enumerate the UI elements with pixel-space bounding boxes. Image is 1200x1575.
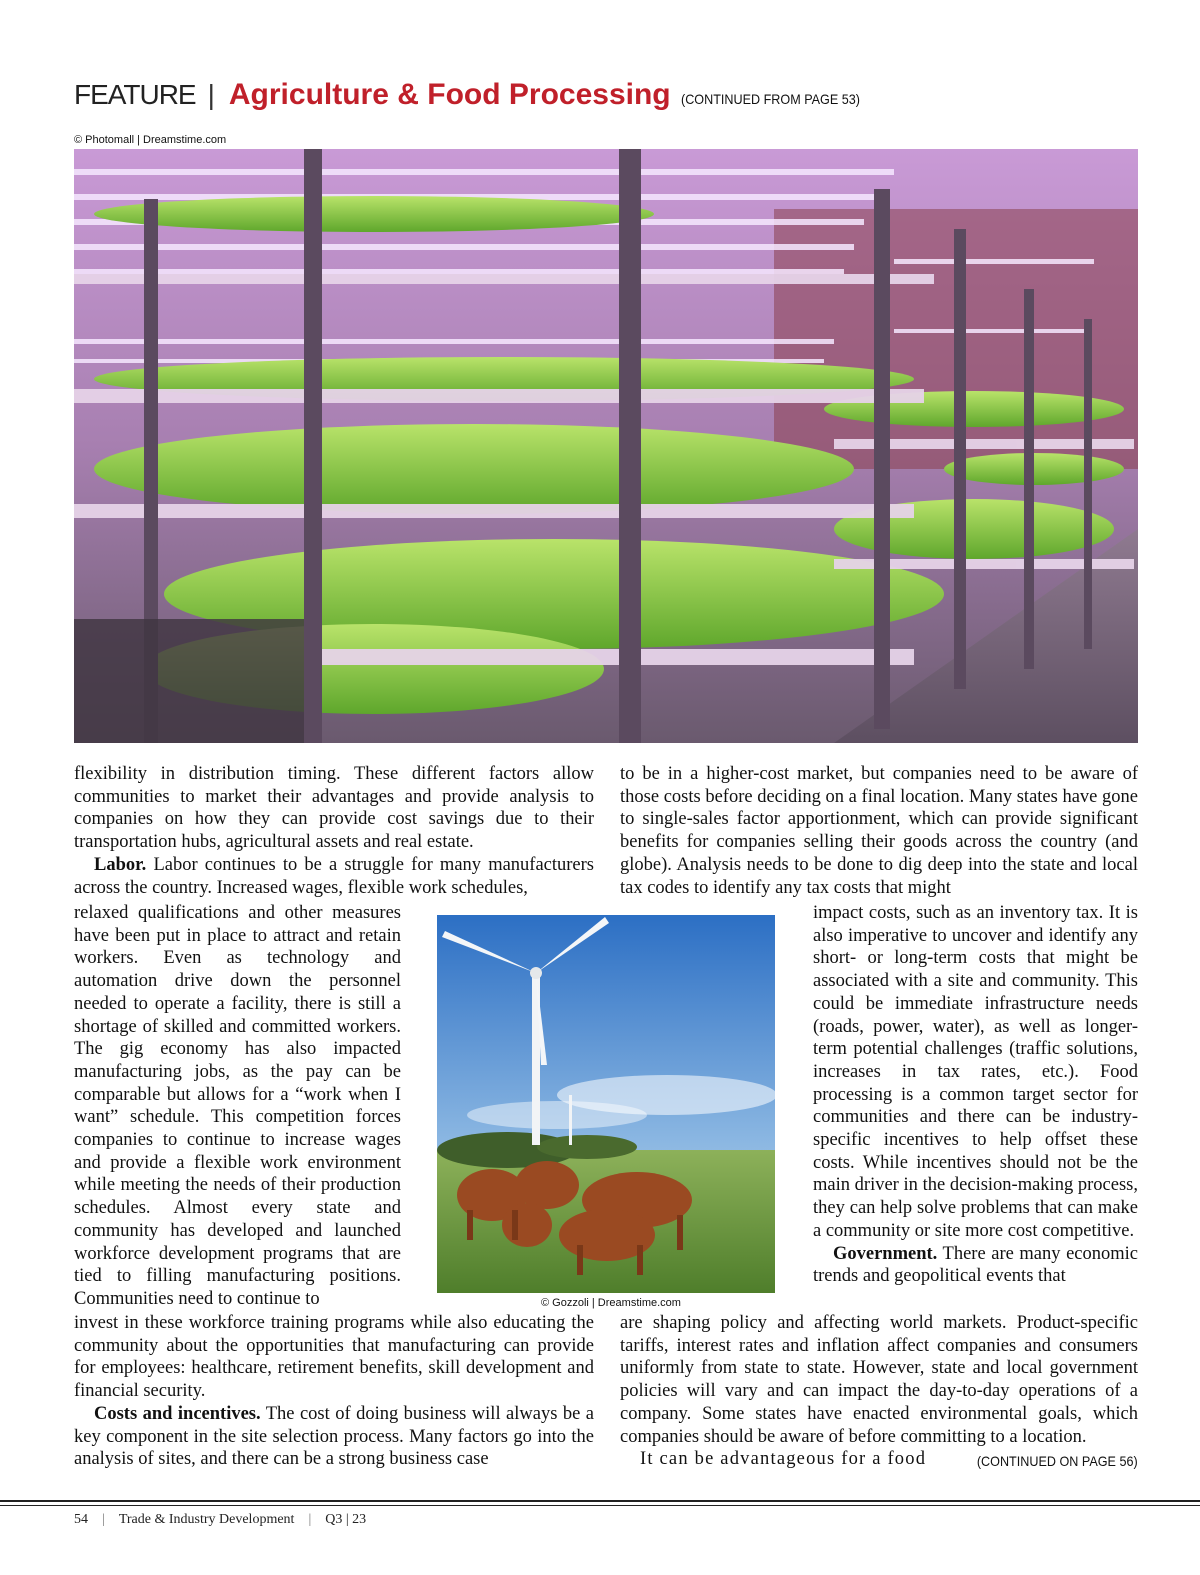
top-photo-credit: © Photomall | Dreamstime.com (74, 134, 227, 146)
right-column-bottom (620, 1312, 1138, 1473)
publication-name: Trade & Industry Development (118, 1512, 295, 1527)
footer-rule-thin (0, 1505, 1200, 1506)
section-title: Agriculture & Food Processing (228, 78, 671, 111)
right-wrap-text (813, 902, 1138, 1288)
vertical-farm-photo (74, 149, 1138, 743)
costs-text: The cost of doing business will always be a key component in the site selection process. Many factors go into the analysis of sites, and there can be a strong business case (74, 1403, 594, 1470)
issue-label: Q3 | 23 (325, 1512, 367, 1527)
continued-from-note: (CONTINUED FROM PAGE 53) (680, 91, 860, 107)
left-column-top (74, 763, 594, 899)
final-line-text: It can be advantageous for a food (640, 1449, 927, 1470)
page-number: 54 (74, 1512, 88, 1527)
paragraph-costs-continued: to be in a higher-cost market, but companies need to be aware of those costs before deciding on a final location. Many states have gone to single-sales factor apportionment, which can provide significant benefits for companies selling their goods across the country (and globe). Analysis needs to be done to dig deep into the state and local tax codes to identify any tax costs that might (620, 764, 1138, 898)
government-text-wrap: There are many economic trends and geopolitical events that (813, 1243, 1138, 1287)
government-heading: Government. (833, 1243, 938, 1264)
footer-divider: | (102, 1512, 105, 1527)
left-column-bottom (74, 1312, 594, 1471)
labor-wrap-text: relaxed qualifications and other measures have been put in place to attract and retain workers. Even as technology and automation drive down the personnel needed to operate a facility, there is still a shortage of skilled and committed workers. The gig economy has also impacted manufacturing jobs, as the pay can be comparable but allows for a “work when I want” schedule. This competition forces companies to continue to increase wages and provide a flexible work environment while meeting the needs of their production schedules. Almost every state and community has developed and launched workforce development programs that are tied to filling manufacturing positions. Communities need to continue to (74, 903, 401, 1309)
labor-text-top: Labor continues to be a struggle for many manufacturers across the country. Increased wages, flexible work schedules, (74, 854, 594, 898)
page-footer (74, 1512, 366, 1528)
inset-photo-credit: © Gozzoli | Dreamstime.com (541, 1297, 681, 1309)
costs-heading: Costs and incentives. (94, 1403, 261, 1424)
government-text-bottom: are shaping policy and affecting world markets. Product-specific tariffs, interest rates and inflation affect companies and consumers uniformly from state to state. However, state and local government policies will vary and can impact the day-to-day operations of a company. Some states have enacted environmental goals, which companies should be aware of before committing to a location. (620, 1313, 1138, 1447)
labor-text-bottom: invest in these workforce training programs while also educating the community about the opportunities that manufacturing can provide for employees: healthcare, retirement benefits, skill development and financial security. (74, 1313, 594, 1402)
paragraph-labor-intro (74, 854, 594, 899)
paragraph-final-line (620, 1448, 1138, 1471)
labor-heading: Labor. (94, 854, 147, 875)
paragraph-tax-costs: impact costs, such as an inventory tax. It is also imperative to uncover and identify any short- or long-term costs that might be associated with a site and community. This could be immediate infrastructure needs (roads, power, water), as well as longer-term potential challenges (traffic solutions, increases in tax rates, etc.). Food processing is a common target sector for communities and there can be industry-specific incentives to help offset these costs. While incentives should not be the main driver in the decision-making process, they can help solve problems that can make a community or site more cost competitive. (813, 903, 1138, 1241)
wind-turbine-cattle-photo (437, 915, 775, 1293)
continued-on-note: (CONTINUED ON PAGE 56) (977, 1453, 1138, 1470)
header-separator: | (207, 79, 215, 110)
paragraph-costs (74, 1403, 594, 1471)
right-column-top (620, 763, 1138, 899)
footer-rule (0, 1500, 1200, 1502)
section-kicker: FEATURE (74, 79, 196, 110)
footer-divider: | (308, 1512, 312, 1527)
page-header (74, 78, 1144, 116)
paragraph-distribution: flexibility in distribution timing. These different factors allow communities to market their advantages and provide analysis to companies on how they can provide cost savings due to their transportation hubs, agricultural assets and real estate. (74, 764, 594, 853)
paragraph-government-intro (813, 1243, 1138, 1288)
